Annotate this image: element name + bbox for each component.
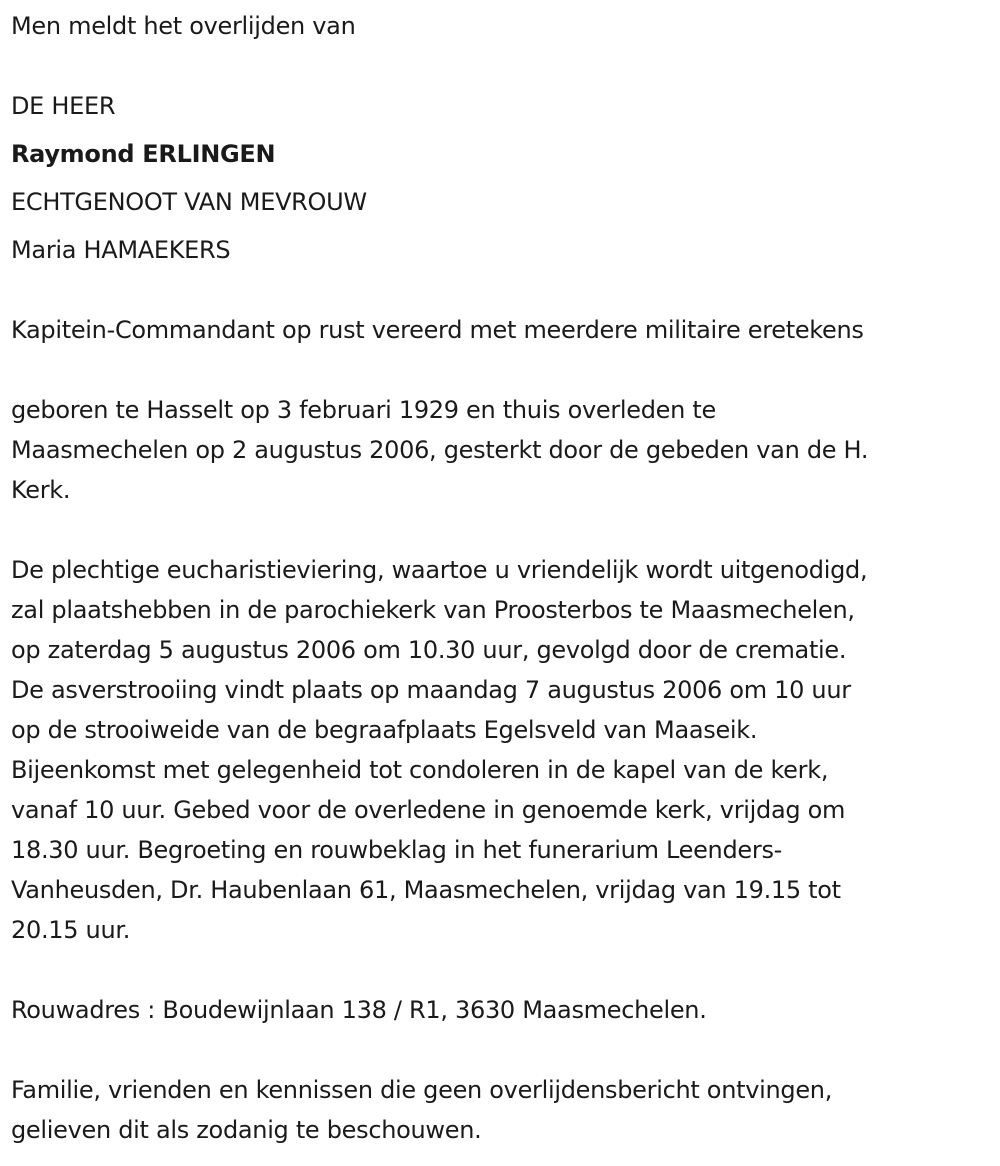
paragraph-line: Bijeenkomst met gelegenheid tot condoleren in de kapel van de kerk, <box>11 756 829 784</box>
paragraph-line: op zaterdag 5 augustus 2006 om 10.30 uur, gevolgd door de crematie. <box>11 636 847 664</box>
paragraph-line: 20.15 uur. <box>11 916 131 944</box>
paragraph-line: Kerk. <box>11 476 71 504</box>
deceased-name: Raymond ERLINGEN <box>11 140 276 168</box>
paragraph-line: De plechtige eucharistieviering, waartoe u vriendelijk wordt uitgenodigd, <box>11 556 868 584</box>
paragraph-line: Familie, vrienden en kennissen die geen overlijdensbericht ontvingen, <box>11 1076 833 1104</box>
paragraph-line: op de strooiweide van de begraafplaats Egelsveld van Maaseik. <box>11 716 758 744</box>
paragraph-line: De asverstrooiing vindt plaats op maandag 7 augustus 2006 om 10 uur <box>11 676 851 704</box>
rank-text: Kapitein-Commandant op rust vereerd met meerdere militaire eretekens <box>11 316 864 344</box>
spouse-label: ECHTGENOOT VAN MEVROUW <box>11 188 367 216</box>
paragraph-line: zal plaatshebben in de parochiekerk van Proosterbos te Maasmechelen, <box>11 596 855 624</box>
paragraph-line: geboren te Hasselt op 3 februari 1929 en thuis overleden te <box>11 396 716 424</box>
title-de-heer: DE HEER <box>11 92 116 120</box>
paragraph-line: vanaf 10 uur. Gebed voor de overledene in genoemde kerk, vrijdag om <box>11 796 846 824</box>
paragraph-line: gelieven dit als zodanig te beschouwen. <box>11 1116 482 1144</box>
intro-text: Men meldt het overlijden van <box>11 12 356 40</box>
paragraph-line: Vanheusden, Dr. Haubenlaan 61, Maasmechelen, vrijdag van 19.15 tot <box>11 876 841 904</box>
spouse-name: Maria HAMAEKERS <box>11 236 231 264</box>
mourning-address: Rouwadres : Boudewijnlaan 138 / R1, 3630 Maasmechelen. <box>11 996 707 1024</box>
paragraph-line: Maasmechelen op 2 augustus 2006, gesterkt door de gebeden van de H. <box>11 436 869 464</box>
paragraph-line: 18.30 uur. Begroeting en rouwbeklag in het funerarium Leenders- <box>11 836 783 864</box>
